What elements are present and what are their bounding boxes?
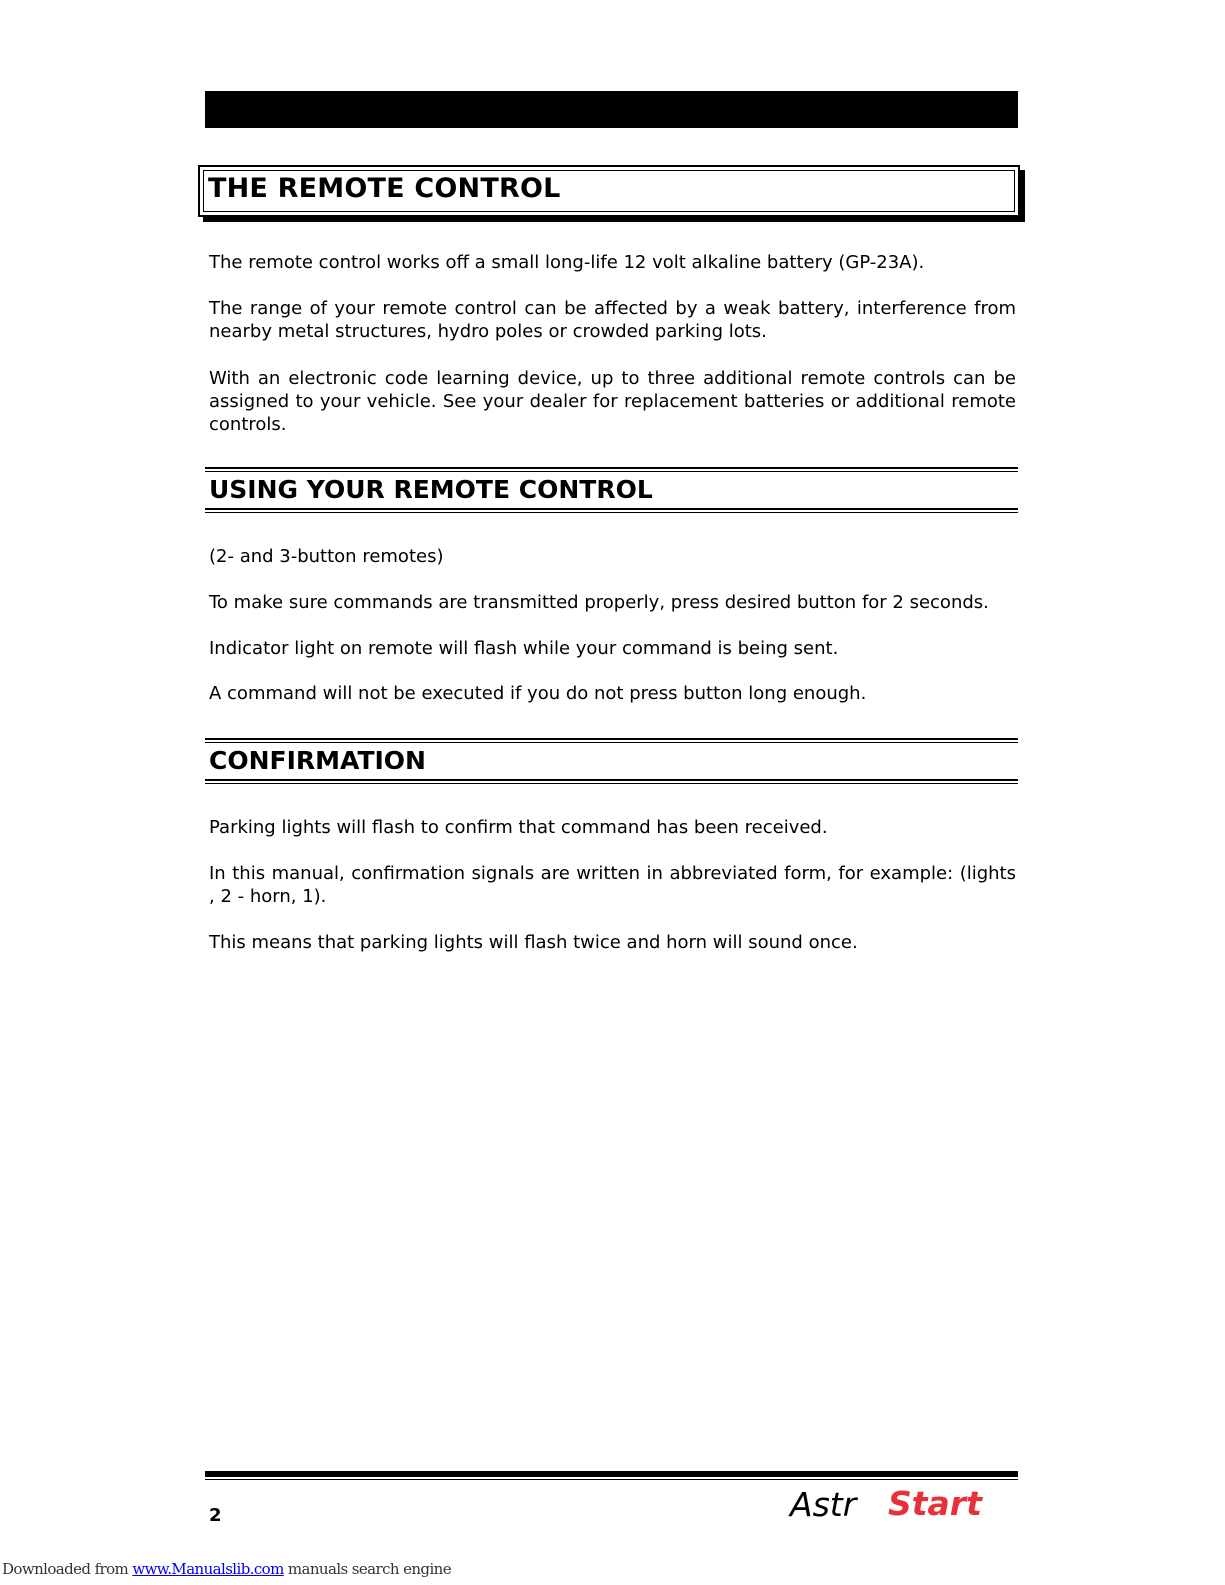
battery-paragraph: The remote control works off a small long-life 12 volt alkaline battery (GP-23A). — [209, 252, 925, 273]
confirmation-section-header — [205, 738, 1018, 784]
section-rule-bottom — [205, 508, 1018, 513]
download-attribution — [2, 1560, 451, 1578]
remote-control-heading: THE REMOTE CONTROL — [208, 173, 561, 204]
remote-types-paragraph: (2- and 3-button remotes) — [209, 546, 444, 567]
using-remote-section-header — [205, 467, 1018, 513]
logo-start-text: Start — [888, 1485, 982, 1523]
parking-lights-paragraph: Parking lights will flash to confirm that command has been received. — [209, 817, 828, 838]
meaning-paragraph: This means that parking lights will flash twice and horn will sound once. — [209, 932, 858, 953]
astrostart-logo — [788, 1485, 1018, 1523]
using-remote-heading: USING YOUR REMOTE CONTROL — [209, 475, 653, 504]
download-prefix: Downloaded from — [2, 1560, 133, 1578]
section-rule-top — [205, 467, 1018, 472]
remote-control-title-box — [198, 165, 1020, 217]
footer-rule — [205, 1471, 1018, 1480]
page-number: 2 — [209, 1505, 222, 1526]
not-executed-paragraph: A command will not be executed if you do not press button long enough. — [209, 683, 867, 704]
header-bar — [205, 91, 1018, 128]
logo-astro-text: Astr — [790, 1485, 857, 1523]
press-duration-paragraph: To make sure commands are transmitted properly, press desired button for 2 seconds. — [209, 592, 989, 613]
range-paragraph: The range of your remote control can be affected by a weak battery, interference from nearby metal structures, hydro poles or crowded parking lots. — [209, 298, 1016, 342]
additional-remotes-paragraph: With an electronic code learning device, up to three additional remote controls can be assigned to your vehicle. See your dealer for replacement batteries or additional remote controls. — [209, 368, 1016, 435]
section-rule-bottom — [205, 779, 1018, 784]
confirmation-heading: CONFIRMATION — [209, 746, 426, 775]
indicator-light-paragraph: Indicator light on remote will flash while your command is being sent. — [209, 638, 839, 659]
manualslib-link[interactable]: www.Manualslib.com — [132, 1560, 284, 1578]
download-suffix: manuals search engine — [283, 1560, 451, 1578]
abbreviated-form-paragraph: In this manual, confirmation signals are written in abbreviated form, for example: (lights , 2 - horn, 1). — [209, 863, 1016, 907]
section-rule-top — [205, 738, 1018, 743]
